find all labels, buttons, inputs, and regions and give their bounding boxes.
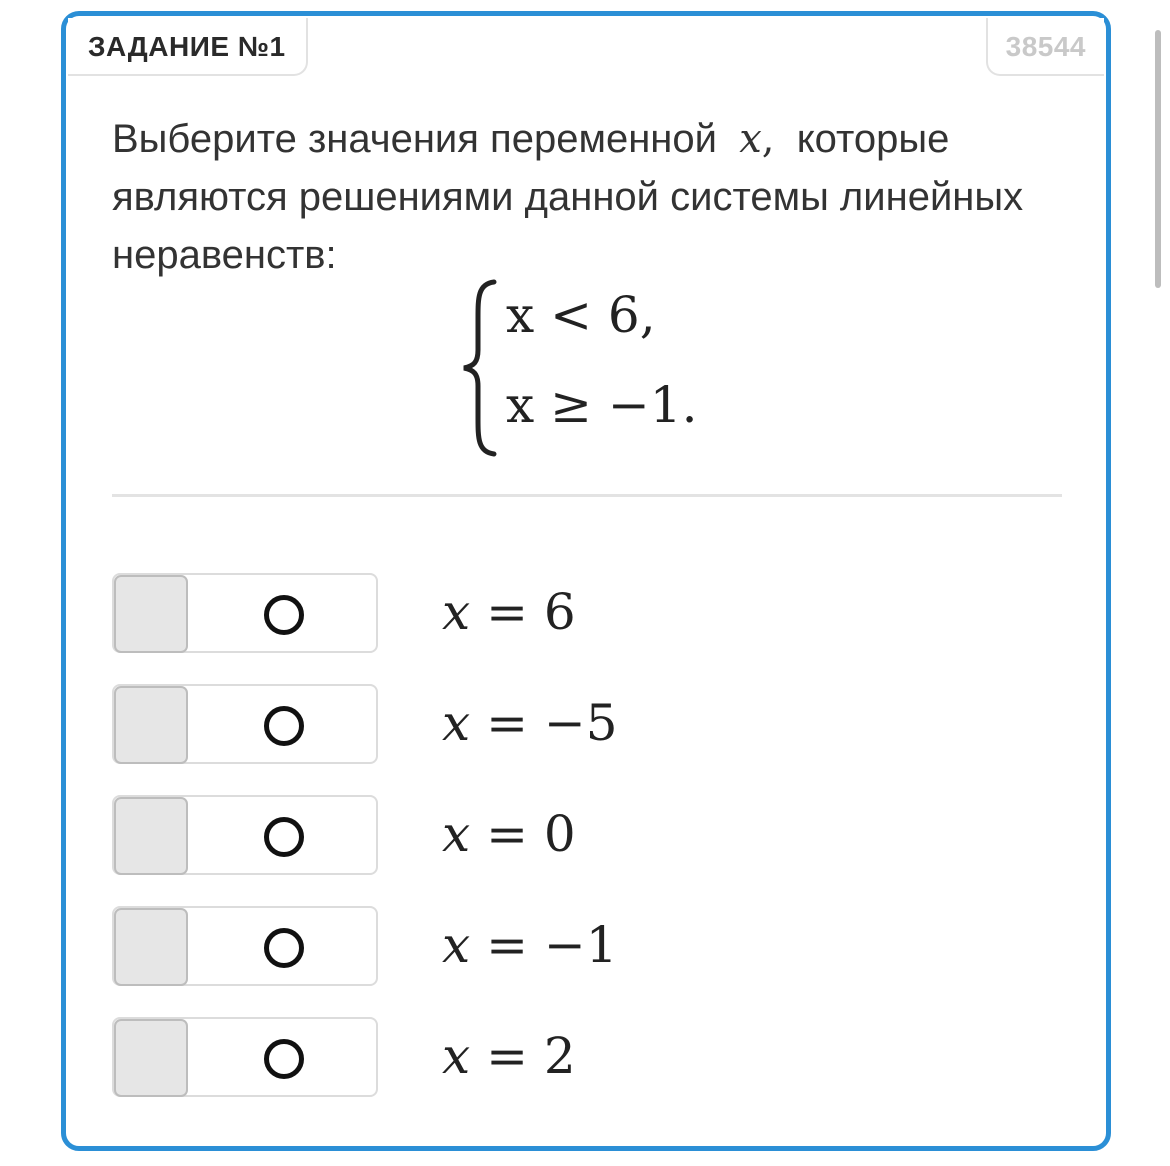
answer-option-2-control[interactable] <box>112 684 378 764</box>
circle-icon <box>264 928 304 968</box>
answer-option-2-label <box>442 694 618 752</box>
answer-option-3[interactable] <box>112 795 1072 875</box>
circle-icon <box>264 817 304 857</box>
circle-icon <box>264 1039 304 1079</box>
answer-option-1-control[interactable] <box>112 573 378 653</box>
question-text-end: которые являются решениями данной системы линейных неравенств: <box>112 117 1024 277</box>
option-variable: x <box>442 1027 471 1085</box>
checkbox[interactable] <box>114 797 188 875</box>
task-id-badge: 38544 <box>986 18 1104 76</box>
answer-option-3-control[interactable] <box>112 795 378 875</box>
inequality-1-text: x < 6, <box>506 286 656 344</box>
question-variable: x <box>739 116 762 162</box>
checkbox[interactable] <box>114 1019 188 1097</box>
option-value: = −1 <box>470 916 618 974</box>
page-scrollbar[interactable] <box>1155 30 1161 288</box>
answer-option-5-control[interactable] <box>112 1017 378 1097</box>
option-value: = 6 <box>470 583 576 641</box>
answer-option-3-label <box>442 805 576 863</box>
question-text-start: Выберите значения переменной <box>112 117 717 161</box>
option-value: = −5 <box>470 694 618 752</box>
option-variable: x <box>442 805 471 863</box>
answer-option-1-label <box>442 583 576 641</box>
answer-option-5[interactable] <box>112 1017 1072 1097</box>
option-variable: x <box>442 916 471 974</box>
option-value: = 0 <box>470 805 576 863</box>
curly-brace-icon <box>456 278 506 458</box>
checkbox[interactable] <box>114 575 188 653</box>
answer-option-2[interactable] <box>112 684 1072 764</box>
inequality-1 <box>506 286 656 344</box>
section-divider <box>112 494 1062 497</box>
option-variable: x <box>442 694 471 752</box>
option-value: = 2 <box>470 1027 576 1085</box>
inequality-system <box>456 278 736 468</box>
question-text <box>112 110 1072 284</box>
answer-option-1[interactable] <box>112 573 1072 653</box>
option-variable: x <box>442 583 471 641</box>
circle-icon <box>264 706 304 746</box>
checkbox[interactable] <box>114 908 188 986</box>
inequality-2 <box>506 376 697 434</box>
answer-option-5-label <box>442 1027 576 1085</box>
answer-option-4[interactable] <box>112 906 1072 986</box>
question-comma: , <box>761 116 775 162</box>
task-number-label: ЗАДАНИЕ №1 <box>68 18 308 76</box>
inequality-2-text: x ≥ −1. <box>506 376 698 434</box>
circle-icon <box>264 595 304 635</box>
answer-option-4-label <box>442 916 618 974</box>
checkbox[interactable] <box>114 686 188 764</box>
answer-option-4-control[interactable] <box>112 906 378 986</box>
task-card <box>61 11 1111 1151</box>
